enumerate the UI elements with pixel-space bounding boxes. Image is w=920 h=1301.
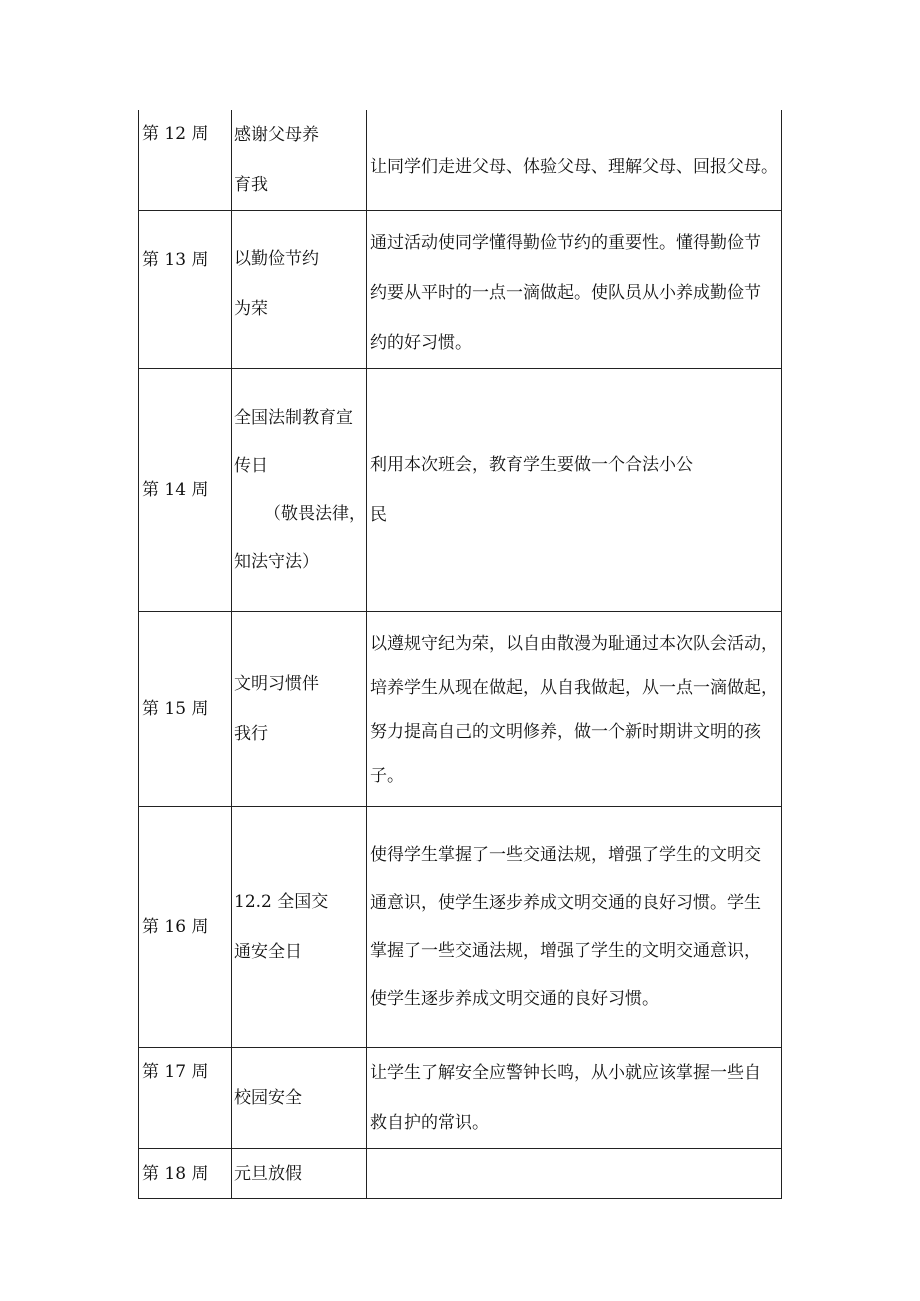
theme-line: 为荣 [234, 299, 268, 319]
content-line: 掌握了一些交通法规，增强了学生的文明交通意识， [370, 941, 761, 961]
table-row [139, 211, 782, 369]
content-cell [367, 1149, 782, 1199]
theme-line: 通安全日 [234, 942, 302, 962]
week-cell [139, 211, 232, 369]
theme-line: 全国法制教育宣 [234, 408, 353, 428]
content-line: 利用本次班会，教育学生要做一个合法小公 [370, 455, 693, 475]
theme-line: 我行 [234, 724, 268, 744]
theme-line: （敬畏法律， [264, 504, 366, 524]
week-cell [139, 110, 232, 211]
theme-cell [232, 369, 367, 612]
content-line: 以遵规守纪为荣，以自由散漫为耻通过本次队会活动， [370, 634, 778, 654]
theme-line: 育我 [234, 175, 268, 195]
theme-line: 以勤俭节约 [234, 249, 319, 269]
content-cell [367, 369, 782, 612]
week-label: 第 16 周 [142, 917, 209, 937]
content-line: 民 [370, 505, 387, 525]
content-line: 使得学生掌握了一些交通法规，增强了学生的文明交 [370, 845, 761, 865]
content-line: 约的好习惯。 [370, 333, 472, 353]
content-line: 使学生逐步养成文明交通的良好习惯。 [370, 989, 659, 1009]
week-label: 第 12 周 [142, 124, 209, 144]
week-cell [139, 612, 232, 807]
theme-line: 校园安全 [234, 1088, 302, 1108]
content-line: 让同学们走进父母、体验父母、理解父母、回报父母。 [370, 157, 778, 177]
theme-line: 感谢父母养 [234, 125, 319, 145]
theme-line: 传日 [234, 456, 268, 476]
theme-cell [232, 807, 367, 1048]
theme-line: 知法守法） [234, 552, 319, 572]
theme-line: 文明习惯伴 [234, 674, 319, 694]
content-cell [367, 807, 782, 1048]
content-cell [367, 1048, 782, 1149]
content-cell [367, 612, 782, 807]
table-row [139, 369, 782, 612]
table-row [139, 612, 782, 807]
week-label: 第 18 周 [142, 1163, 209, 1184]
week-cell [139, 807, 232, 1048]
theme-cell [232, 1149, 367, 1199]
table-row [139, 110, 782, 211]
theme-line: 12.2 全国交 [234, 892, 329, 912]
content-line: 通过活动使同学懂得勤俭节约的重要性。懂得勤俭节 [370, 233, 761, 253]
activity-schedule-table [138, 110, 782, 1199]
theme-cell [232, 1048, 367, 1149]
content-line: 救自护的常识。 [370, 1113, 489, 1133]
content-line: 努力提高自己的文明修养，做一个新时期讲文明的孩 [370, 722, 761, 742]
table-row [139, 1149, 782, 1199]
content-line: 通意识，使学生逐步养成文明交通的良好习惯。学生 [370, 893, 761, 913]
week-label: 第 14 周 [142, 480, 209, 500]
content-line: 让学生了解安全应警钟长鸣，从小就应该掌握一些自 [370, 1063, 761, 1083]
table-row [139, 1048, 782, 1149]
week-label: 第 15 周 [142, 699, 209, 719]
content-line: 子。 [370, 766, 404, 786]
content-cell [367, 211, 782, 369]
theme-cell [232, 612, 367, 807]
week-label: 第 13 周 [142, 250, 209, 270]
week-cell [139, 1048, 232, 1149]
week-label: 第 17 周 [142, 1062, 209, 1082]
content-line: 培养学生从现在做起，从自我做起，从一点一滴做起， [370, 678, 778, 698]
content-line: 约要从平时的一点一滴做起。使队员从小养成勤俭节 [370, 283, 761, 303]
theme-cell [232, 211, 367, 369]
content-cell [367, 110, 782, 211]
week-cell [139, 369, 232, 612]
week-cell [139, 1149, 232, 1199]
theme-cell [232, 110, 367, 211]
theme-line: 元旦放假 [234, 1163, 302, 1184]
table-row [139, 807, 782, 1048]
